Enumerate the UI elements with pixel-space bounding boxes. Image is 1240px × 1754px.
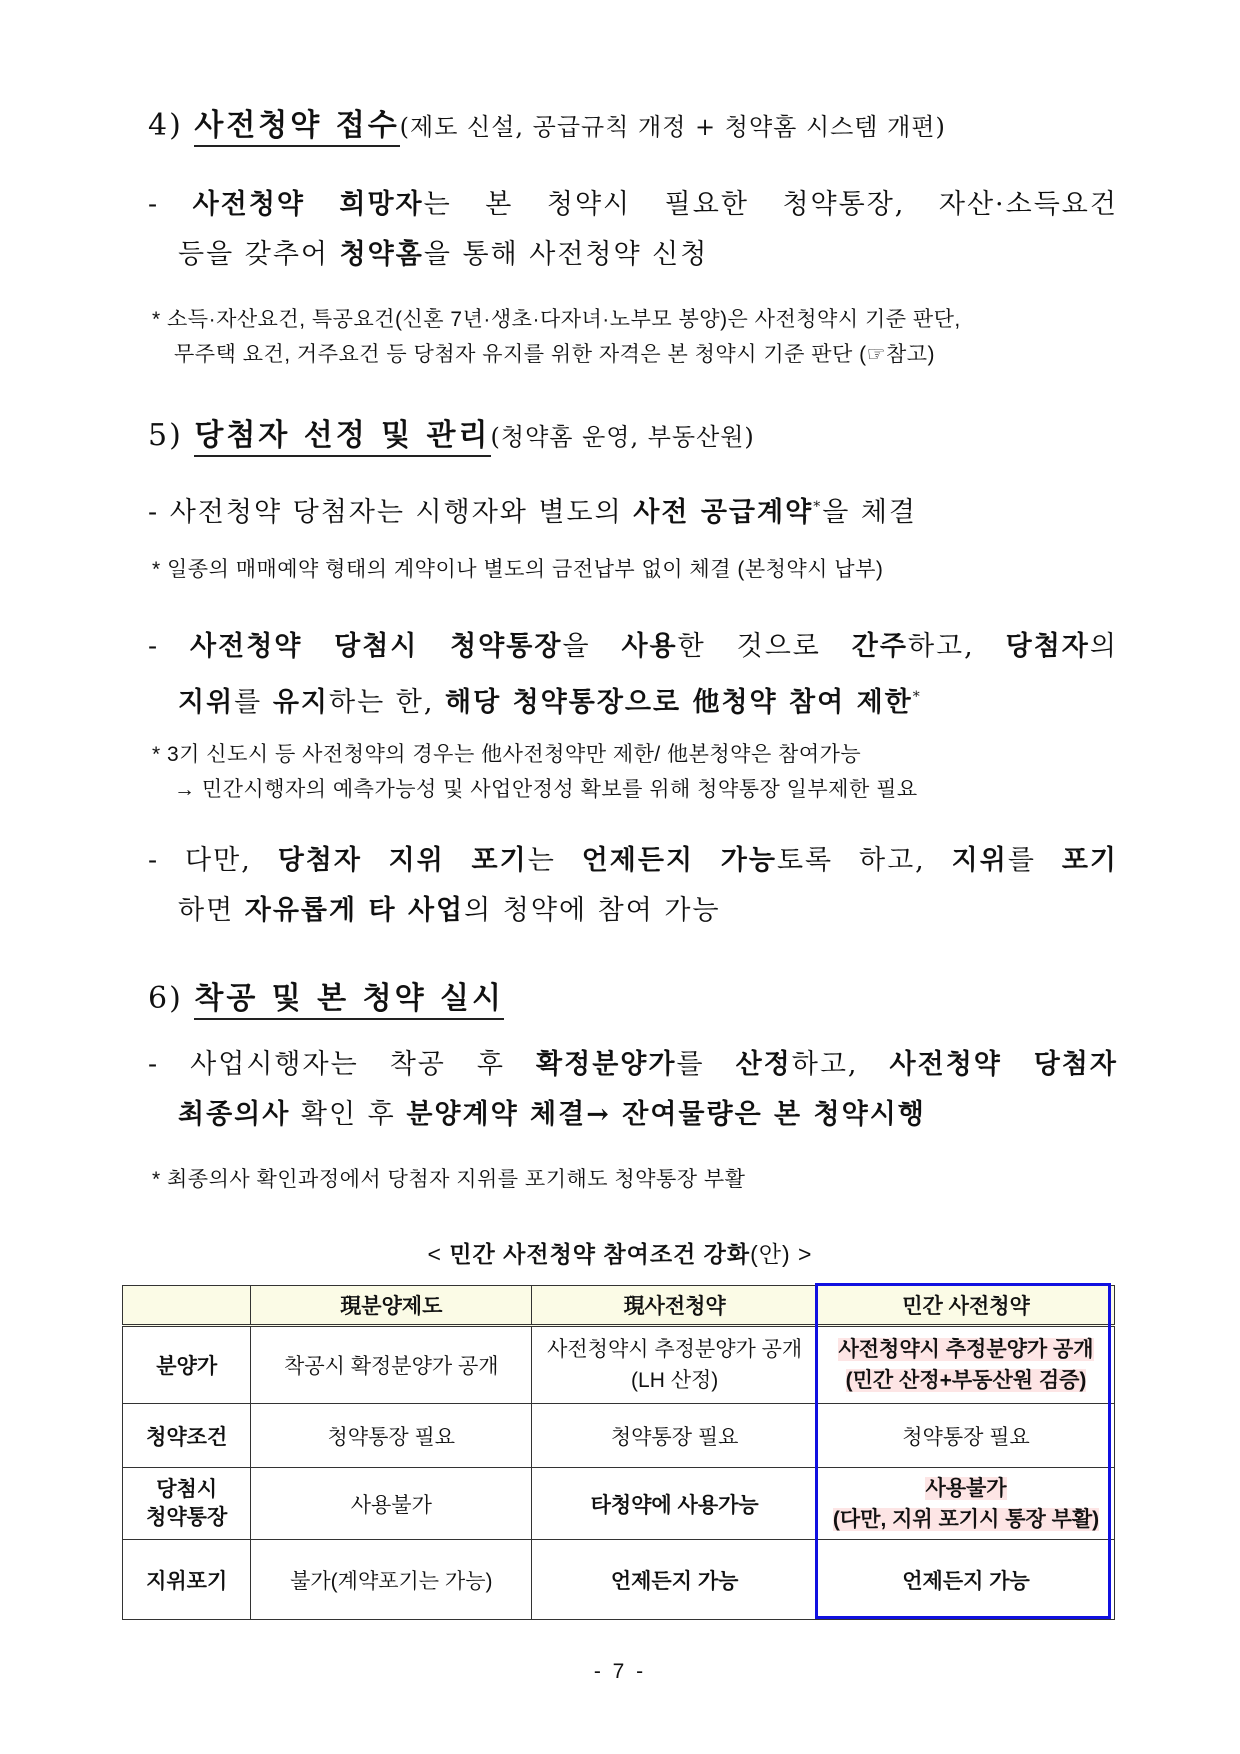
section-5-note-2 [152, 737, 1122, 807]
section-title: 착공 및 본 청약 실시 [194, 981, 504, 1020]
table-cell: 타청약에 사용가능 [532, 1468, 818, 1540]
table-cell: 언제든지 가능 [532, 1540, 818, 1620]
bullet-dash: - [148, 189, 160, 220]
text: 의 [1089, 631, 1118, 662]
title-bracket: < [427, 1241, 450, 1267]
bold-text: 당첨자 [1005, 631, 1090, 662]
bold-text: 지위 [178, 687, 235, 718]
table-cell: 사용불가 [251, 1468, 532, 1540]
text: 사전청약 당첨자는 시행자와 별도의 [169, 497, 634, 528]
bold-text: 최종의사 [178, 1099, 291, 1130]
table-cell: 언제든지 가능 [818, 1540, 1115, 1620]
header-cell [123, 1286, 251, 1326]
text: 하는 한, [329, 687, 446, 718]
footnote-mark: * [912, 689, 922, 705]
bold-text: 포기 [1061, 845, 1118, 876]
bold-text: 사전청약 당첨시 청약통장 [190, 631, 563, 662]
text: 토록 하고, [776, 845, 952, 876]
bold-text: 언제든지 가능 [581, 845, 777, 876]
text: 을 체결 [822, 497, 918, 528]
note-line: → 민간시행자의 예측가능성 및 사업안정성 확보를 위해 청약통장 일부제한 필요 [174, 778, 918, 801]
row-label: 청약조건 [123, 1404, 251, 1468]
table-cell [532, 1326, 818, 1404]
header-cell: 現사전청약 [532, 1286, 818, 1326]
section-5-bullet-1 [148, 482, 1118, 538]
section-paren: (제도 신설, 공급규칙 개정 + 청약홈 시스템 개편) [399, 113, 946, 141]
bullet-dash: - [148, 497, 160, 528]
text: 하고, [907, 631, 1006, 662]
table-cell [818, 1468, 1115, 1540]
section-4-bullet-1 [148, 180, 1118, 280]
table-row [123, 1404, 1115, 1468]
page-number: - 7 - [593, 1660, 647, 1683]
highlighted-line: (민간 산정+부동산원 검증) [845, 1369, 1087, 1392]
header-cell: 민간 사전청약 [818, 1286, 1115, 1326]
section-5-note-1 [152, 552, 1122, 587]
section-title: 당첨자 선정 및 관리 [194, 418, 490, 457]
table-cell [818, 1326, 1115, 1404]
highlighted-line: 사전청약시 추정분양가 공개 [838, 1338, 1094, 1361]
section-5-heading [148, 410, 755, 454]
section-4-heading [148, 100, 946, 144]
note-line: * 소득·자산요건, 특공요건(신혼 7년·생초·다자녀·노부모 봉양)은 사전청약시 기준 판단, [152, 308, 961, 331]
section-6-bullet-1 [148, 1040, 1118, 1140]
header-cell: 現분양제도 [251, 1286, 532, 1326]
text: 을 통해 사전청약 신청 [423, 239, 709, 270]
text: 확인 후 [290, 1099, 407, 1130]
bold-text: 유지 [272, 687, 330, 718]
section-4-note [152, 302, 1122, 372]
label-line: 청약통장 [146, 1505, 228, 1529]
table-cell: 청약통장 필요 [251, 1404, 532, 1468]
bold-text: 해당 청약통장으로 他청약 참여 제한 [445, 687, 913, 718]
section-number: 5) [148, 418, 183, 453]
section-6-heading [148, 973, 504, 1017]
table-row [123, 1326, 1115, 1404]
section-title: 사전청약 접수 [194, 108, 399, 147]
bold-text: 사용 [621, 631, 678, 662]
section-6-note [152, 1162, 1122, 1197]
highlighted-line: (다만, 지위 포기시 통장 부활) [832, 1507, 1100, 1531]
table-row [123, 1468, 1115, 1540]
highlighted-line: 사용불가 [925, 1476, 1007, 1500]
row-label: 분양가 [123, 1326, 251, 1404]
bold-text: 지위 [951, 845, 1008, 876]
bold-text: 청약홈 [339, 239, 424, 270]
bold-text: 분양계약 체결→ 잔여물량은 본 청약시행 [406, 1099, 926, 1130]
note-line: * 일종의 매매예약 형태의 계약이나 별도의 금전납부 없이 체결 (본청약시 납부) [152, 558, 884, 581]
footnote-mark: * [813, 499, 823, 515]
bullet-dash: - [148, 1049, 160, 1080]
bold-text: 당첨자 지위 포기 [277, 845, 528, 876]
text: 를 [1007, 845, 1062, 876]
section-number: 6) [148, 981, 183, 1016]
bold-text: 사전청약 희망자 [192, 189, 424, 220]
comparison-table [122, 1285, 1115, 1620]
bullet-dash: - [148, 631, 160, 662]
note-line: 무주택 요건, 거주요건 등 당첨자 유지를 위한 자격은 본 청약시 기준 판단 (☞참고) [174, 343, 936, 366]
row-label [123, 1468, 251, 1540]
table-cell: 청약통장 필요 [532, 1404, 818, 1468]
text: 를 [234, 687, 273, 718]
bullet-dash: - [148, 845, 160, 876]
table-cell: 청약통장 필요 [818, 1404, 1115, 1468]
bold-text: 확정분양가 [536, 1049, 677, 1080]
text: 하면 [178, 895, 245, 926]
text: 을 [562, 631, 622, 662]
section-number: 4) [148, 108, 183, 143]
cell-line: (LH 산정) [631, 1369, 719, 1392]
cell-line: 사전청약시 추정분양가 공개 [547, 1338, 803, 1361]
text: 한 것으로 [677, 631, 852, 662]
bold-text: 사전 공급계약 [633, 497, 814, 528]
bold-text: 간주 [851, 631, 908, 662]
text: 등을 갖추어 [178, 239, 340, 270]
section-paren: (청약홈 운영, 부동산원) [490, 423, 755, 451]
text: 의 청약에 참여 가능 [464, 895, 721, 926]
text: 는 [527, 845, 582, 876]
title-suffix: (안) [750, 1241, 791, 1267]
text: 는 본 청약시 필요한 청약통장, 자산·소득요건 [423, 189, 1118, 220]
text: 다만, [185, 845, 278, 876]
table-cell: 불가(계약포기는 가능) [251, 1540, 532, 1620]
note-line: * 최종의사 확인과정에서 당첨자 지위를 포기해도 청약통장 부활 [152, 1168, 746, 1191]
section-5-bullet-3 [148, 836, 1118, 936]
note-line: * 3기 신도시 등 사전청약의 경우는 他사전청약만 제한/ 他본청약은 참여가능 [152, 743, 862, 766]
label-line: 당첨시 [156, 1477, 218, 1501]
table-row [123, 1540, 1115, 1620]
bold-text: 자유롭게 타 사업 [244, 895, 465, 926]
table-cell: 착공시 확정분양가 공개 [251, 1326, 532, 1404]
text: 사업시행자는 착공 후 [190, 1049, 537, 1080]
text: 를 [676, 1049, 736, 1080]
row-label: 지위포기 [123, 1540, 251, 1620]
bold-text: 사전청약 당첨자 [889, 1049, 1118, 1080]
section-5-bullet-2 [148, 622, 1118, 728]
text: 하고, [791, 1049, 890, 1080]
table-title [0, 1236, 1240, 1269]
title-bracket: > [790, 1241, 813, 1267]
table-header-row [123, 1286, 1115, 1326]
title-text: 민간 사전청약 참여조건 강화 [449, 1241, 751, 1267]
bold-text: 산정 [735, 1049, 792, 1080]
